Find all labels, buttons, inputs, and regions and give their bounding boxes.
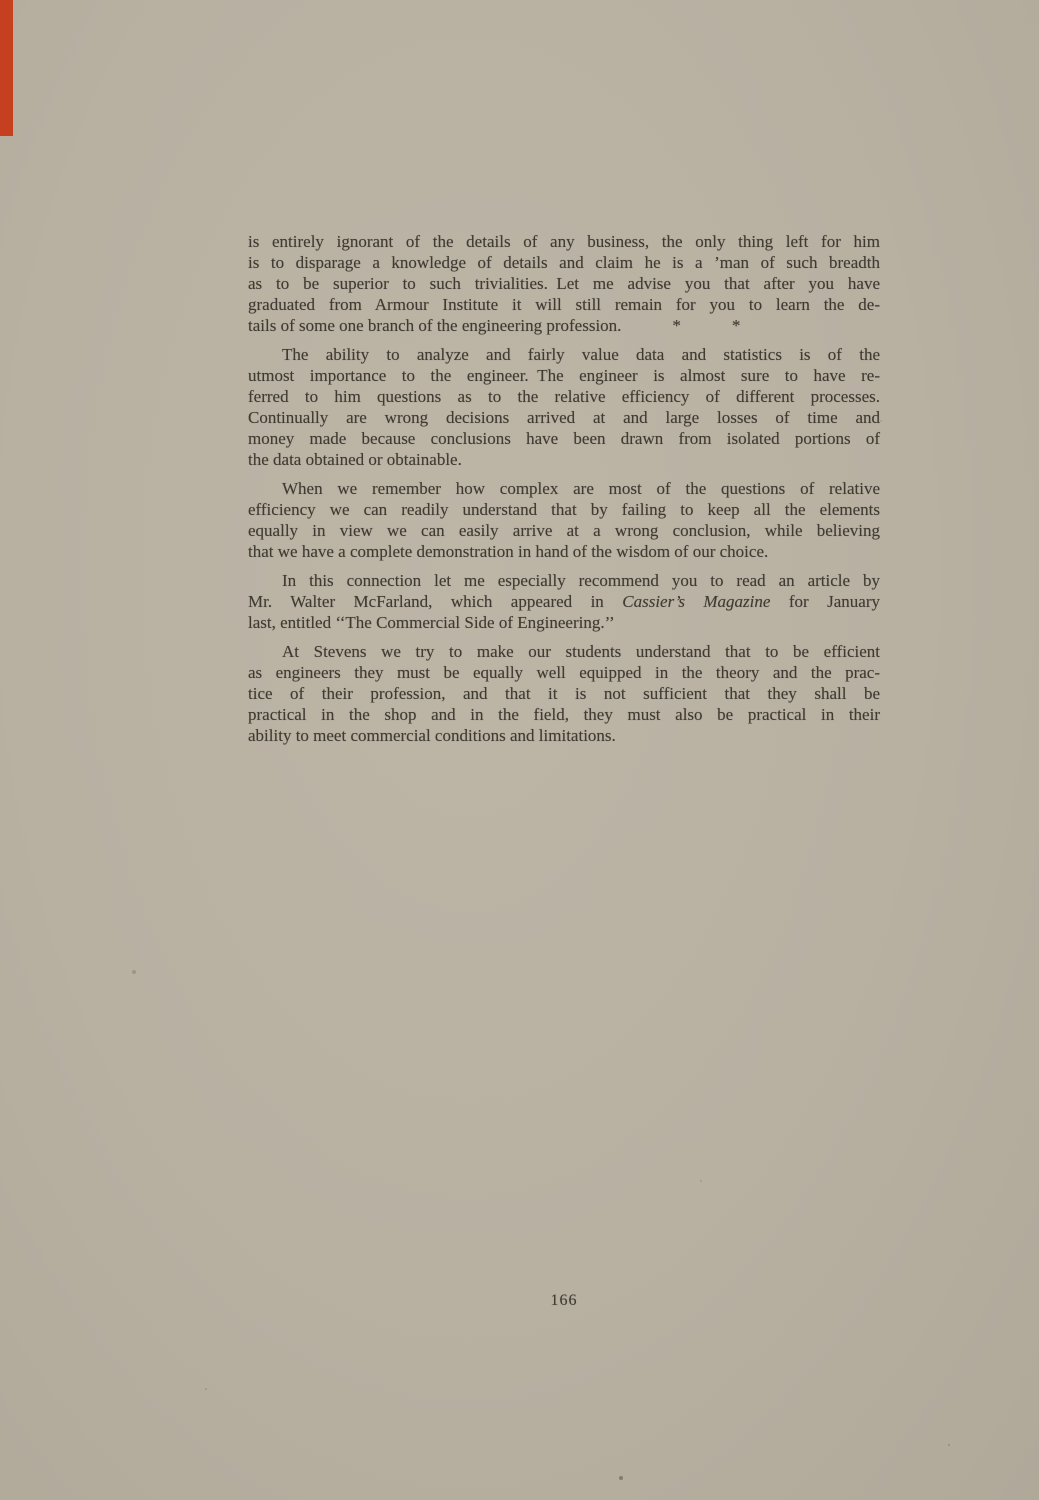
text-line: ability to meet commercial conditions and limitations. bbox=[248, 726, 616, 745]
paragraph-4 bbox=[248, 570, 880, 633]
text-line: is to disparage a knowledge of details and claim he is a ’man of such breadth bbox=[248, 253, 880, 272]
text-line: last, entitled ‘‘The Commercial Side of Engineering.’’ bbox=[248, 613, 615, 632]
page-number: 166 bbox=[550, 1292, 578, 1309]
text-line: When we remember how complex are most of the questions of relative bbox=[282, 479, 880, 498]
text-line: equally in view we can easily arrive at a wrong conclusion, while believing bbox=[248, 521, 880, 540]
text-line-with-asterisks: tails of some one branch of the engineering profession. * * bbox=[248, 316, 741, 335]
magazine-title-italic: Cassier’s Magazine bbox=[622, 592, 771, 611]
paragraph-2 bbox=[248, 344, 880, 470]
text-line: Continually are wrong decisions arrived at and large losses of time and bbox=[248, 408, 880, 427]
text-line-with-italic-citation bbox=[248, 591, 880, 612]
text-line: At Stevens we try to make our students understand that to be efficient bbox=[282, 642, 880, 661]
text-line: as engineers they must be equally well equipped in the theory and the prac- bbox=[248, 663, 880, 682]
text-line: utmost importance to the engineer. The engineer is almost sure to have re- bbox=[248, 366, 880, 385]
text-segment: Mr. Walter McFarland, which appeared in bbox=[248, 592, 623, 611]
text-line: In this connection let me especially recommend you to read an article by bbox=[282, 571, 880, 590]
paragraph-5 bbox=[248, 641, 880, 746]
red-edge-scan-mark bbox=[0, 0, 13, 136]
text-line: as to be superior to such trivialities. Let me advise you that after you have bbox=[248, 274, 880, 293]
text-line: practical in the shop and in the field, they must also be practical in their bbox=[248, 705, 880, 724]
text-line: The ability to analyze and fairly value data and statistics is of the bbox=[282, 345, 880, 364]
paragraph-1 bbox=[248, 231, 880, 336]
text-line: tice of their profession, and that it is not sufficient that they shall be bbox=[248, 684, 880, 703]
text-line: that we have a complete demonstration in hand of the wisdom of our choice. bbox=[248, 542, 769, 561]
paragraph-3 bbox=[248, 478, 880, 562]
text-line: money made because conclusions have been drawn from isolated portions of bbox=[248, 429, 880, 448]
text-line: ferred to him questions as to the relative efficiency of different processes. bbox=[248, 387, 880, 406]
paper-specks bbox=[0, 0, 2, 2]
text-segment: for January bbox=[770, 592, 880, 611]
text-line: is entirely ignorant of the details of any business, the only thing left for him bbox=[248, 232, 880, 251]
text-line: graduated from Armour Institute it will still remain for you to learn the de- bbox=[248, 295, 880, 314]
page-text-block bbox=[248, 231, 880, 746]
text-line: the data obtained or obtainable. bbox=[248, 450, 462, 469]
text-line: efficiency we can readily understand that by failing to keep all the elements bbox=[248, 500, 880, 519]
